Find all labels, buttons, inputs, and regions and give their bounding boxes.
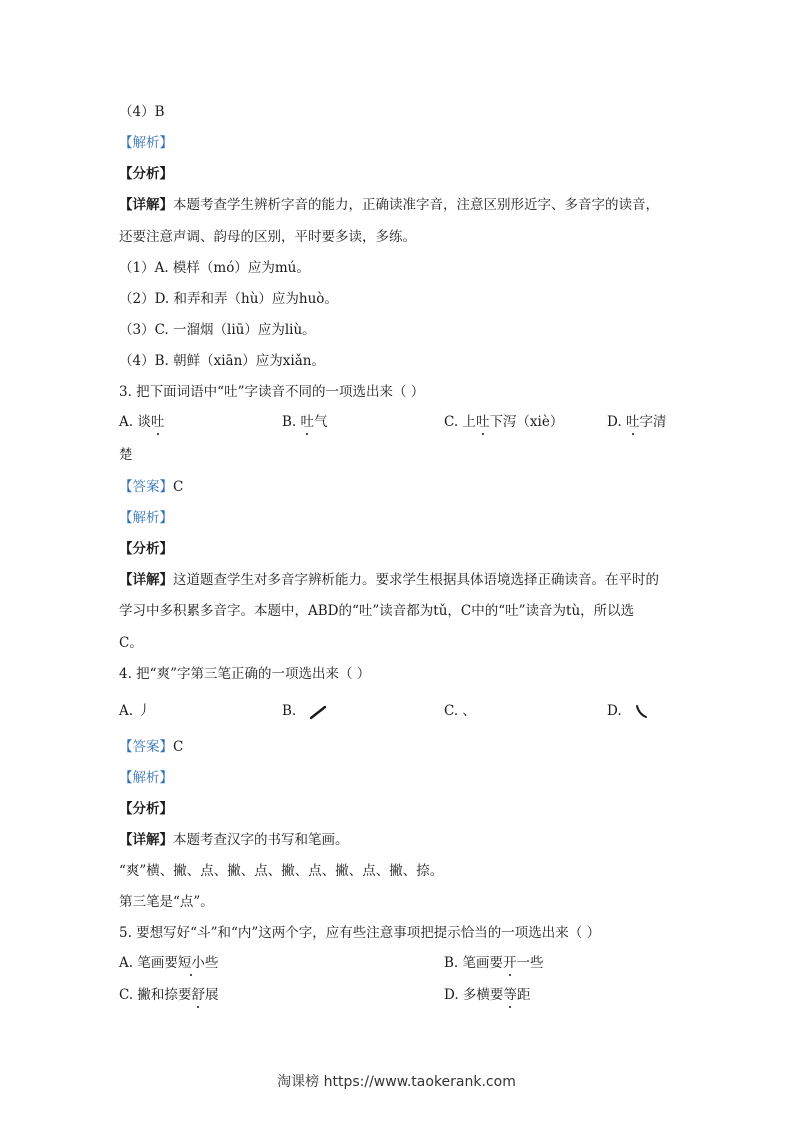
q3-stem: 3. 把下面词语中“吐”字读音不同的一项选出来（ ）: [119, 384, 425, 400]
q3-detail-line1: [119, 571, 659, 589]
q2-item-3: （3）C. 一溜烟（liū）应为liù。: [119, 322, 316, 338]
q5-stem: 5. 要想写好“斗”和“内”这两个字，应有些注意事项把提示恰当的一项选出来（ ）: [119, 925, 601, 941]
jiexi-tag: 【解析】: [119, 135, 173, 151]
stroke-zhe-icon: [634, 704, 650, 720]
q3-option-d: [607, 413, 666, 431]
q3-xiangjie-tag: 【详解】: [119, 572, 173, 588]
q3-option-d-wrap: 楚: [119, 447, 133, 463]
q4-xiangjie-tag: 【详解】: [119, 832, 173, 848]
q3-option-b-rest: 气: [314, 414, 328, 430]
q5-option-d-rest: 距: [516, 987, 531, 1003]
q3-fenxi-tag: 【分析】: [119, 541, 173, 557]
q5-option-b-text: B. 笔画要: [444, 955, 504, 971]
q4-detail-line1: [119, 831, 349, 849]
q5-option-a-text: A. 笔画要: [119, 955, 178, 971]
q4-detail-line3: 第三笔是“点”。: [119, 894, 214, 910]
q5-option-c-text: C. 撇和捺要: [119, 987, 192, 1003]
q3-answer: [119, 478, 183, 496]
q5-option-c: [119, 986, 218, 1004]
q4-answer: [119, 738, 183, 756]
q5-option-b-rest: 一些: [516, 955, 544, 971]
q2-detail-text1: 本题考查学生辨析字音的能力，正确读准字音，注意区别形近字、多音字的读音，: [173, 197, 659, 213]
q3-option-c: [444, 413, 563, 431]
q5-option-a: [119, 954, 218, 972]
q4-answer-tag: 【答案】: [119, 739, 173, 755]
q2-item-4: （4）B. 朝鲜（xiān）应为xiǎn。: [119, 353, 325, 369]
q4-answer-value: C: [173, 739, 184, 755]
q3-option-d-dotted: 吐: [625, 414, 640, 430]
q5-option-c-dotted: 舒: [191, 987, 205, 1003]
q2-item-1: （1）A. 模样（mó）应为mú。: [119, 260, 310, 276]
q4-option-b-label: B.: [282, 703, 297, 719]
q3-detail-text1: 这道题查学生对多音字辨析能力。要求学生根据具体语境选择正确读音。在平时的: [173, 572, 659, 588]
q4-detail-line2: “爽”横、撇、点、撇、点、撇、点、撇、点、撇、捺。: [119, 863, 444, 879]
q3-answer-value: C: [173, 479, 184, 495]
q3-option-b-dotted: 吐: [300, 414, 315, 430]
stroke-tiao-icon: [309, 704, 327, 720]
q4-option-b: [282, 702, 327, 720]
xiangjie-tag: 【详解】: [119, 197, 173, 213]
q3-option-a-dotted: 吐: [150, 414, 165, 430]
q5-option-b: [444, 954, 544, 972]
q5-option-a-rest: 些: [204, 955, 219, 971]
q4-option-c: C. 、: [444, 703, 476, 719]
q5-option-d-dotted: 等: [503, 987, 517, 1003]
q3-jiexi-tag: 【解析】: [119, 510, 173, 526]
q3-option-c-rest: 下泻（xiè）: [489, 414, 564, 430]
q4-option-d-label: D.: [607, 703, 622, 719]
q3-option-b-text: B.: [282, 414, 301, 430]
footer-watermark: 淘课榜 https://www.taokerank.com: [277, 1074, 516, 1090]
q3-detail-line3: C。: [119, 635, 143, 651]
q2-item-2: （2）D. 和弄和弄（hù）应为huò。: [119, 291, 338, 307]
q2-detail-line1: [119, 196, 659, 214]
fenxi-tag: 【分析】: [119, 166, 173, 182]
q4-detail-text1: 本题考查汉字的书写和笔画。: [173, 832, 349, 848]
q4-fenxi-tag: 【分析】: [119, 801, 173, 817]
q3-option-c-text: C. 上: [444, 414, 476, 430]
q5-option-c-rest: 展: [204, 987, 219, 1003]
q3-option-b: [282, 413, 328, 431]
q4-option-a: A. 丿: [119, 703, 151, 719]
q5-option-d-text: D. 多横要: [444, 987, 504, 1003]
q2-detail-line2: 还要注意声调、韵母的区别，平时要多读，多练。: [119, 229, 416, 245]
q3-option-d-text: D.: [607, 414, 626, 430]
q3-detail-line2: 学习中多积累多音字。本题中，ABD的“吐”读音都为tǔ，C中的“吐”读音为tù，所以选: [119, 603, 635, 619]
answer-tag: 【答案】: [119, 479, 173, 495]
q3-option-a-text: A. 谈: [119, 414, 151, 430]
q5-option-b-dotted: 开: [503, 955, 517, 971]
q2-answer-4: （4）B: [119, 104, 165, 120]
q3-option-d-rest: 字清: [639, 414, 667, 430]
q5-option-a-dotted: 短小: [177, 955, 205, 971]
q3-option-c-dotted: 吐: [475, 414, 490, 430]
q5-option-d: [444, 986, 530, 1004]
q3-option-a: [119, 413, 164, 431]
q4-option-d: [607, 702, 650, 720]
q4-stem: 4. 把“爽”字第三笔正确的一项选出来（ ）: [119, 666, 371, 682]
q4-jiexi-tag: 【解析】: [119, 770, 173, 786]
